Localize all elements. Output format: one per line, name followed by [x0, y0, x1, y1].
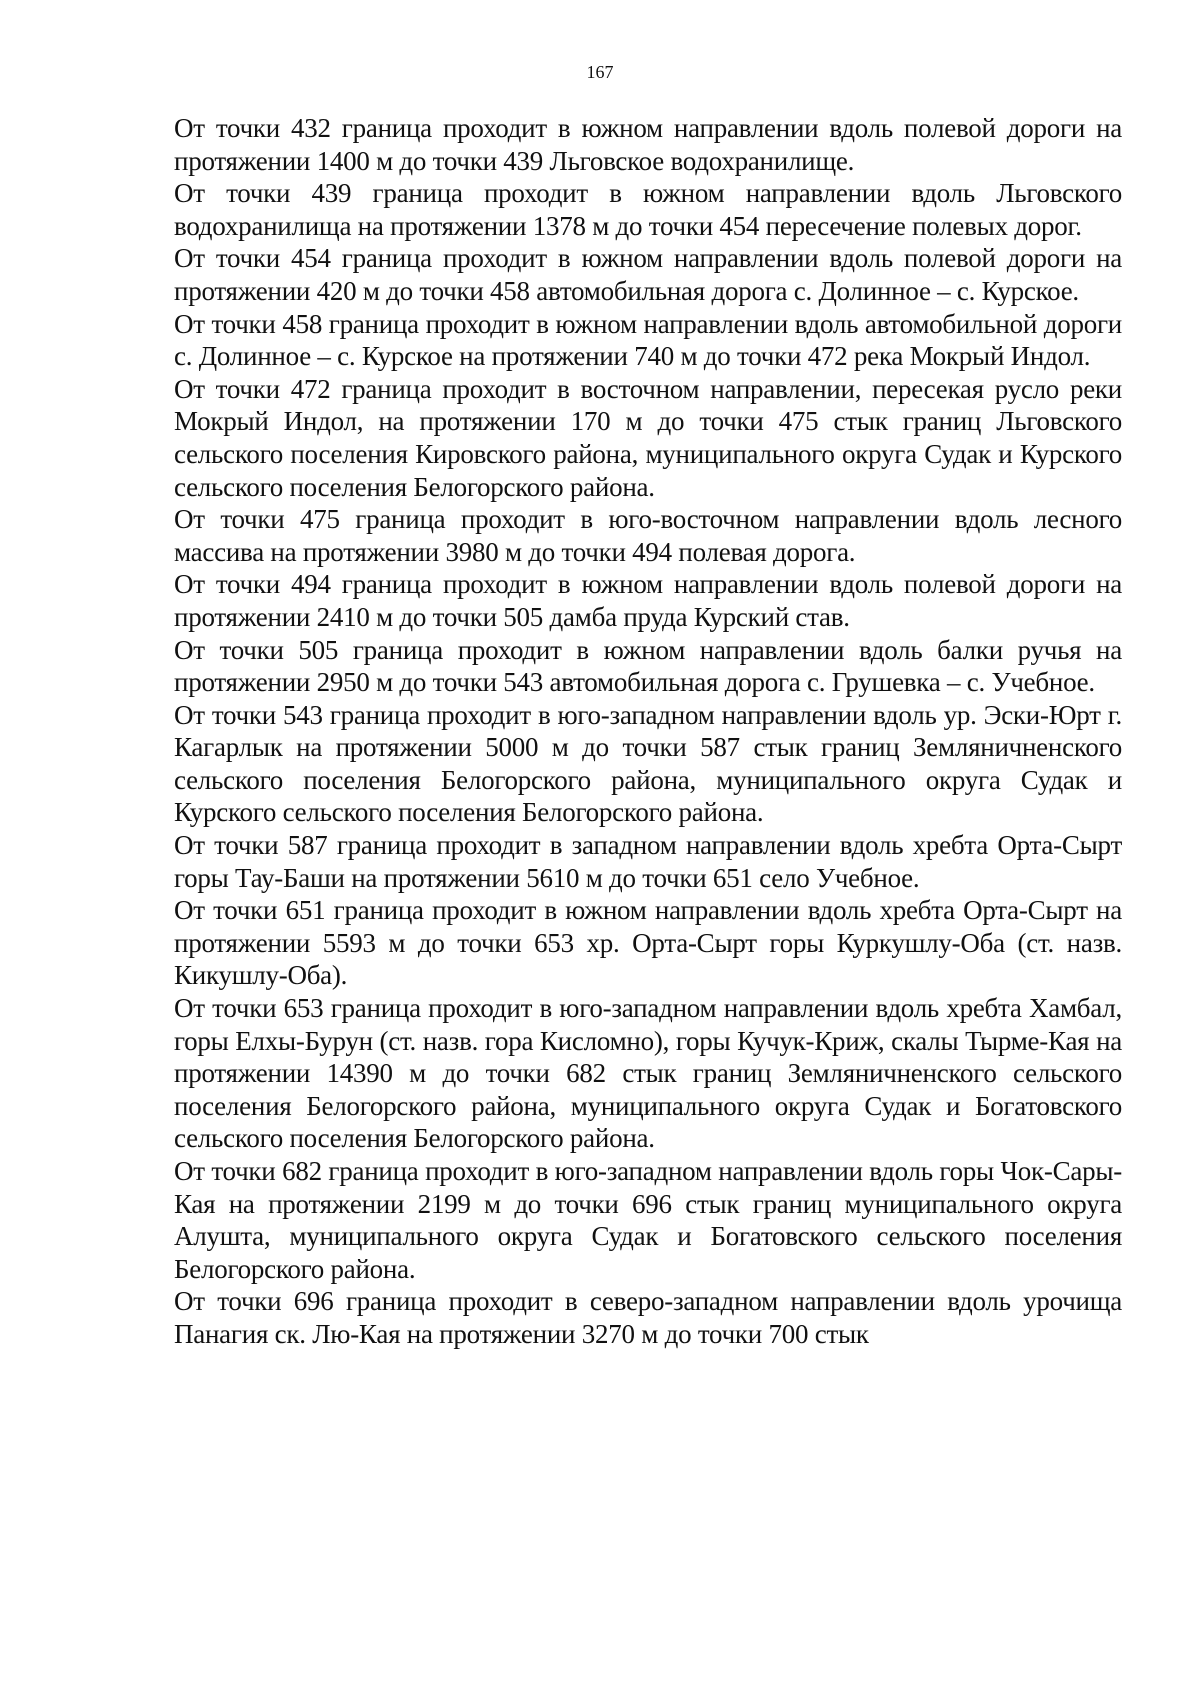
paragraph-7: От точки 494 граница проходит в южном направлении вдоль полевой дороги на протяжении 2410 м до точки 505 дамба пруда Курский став. — [174, 569, 1122, 632]
paragraph-5: От точки 472 граница проходит в восточном направлении, пересекая русло реки Мокрый Индол, на протяжении 170 м до точки 475 стык границ Льговского сельского поселения Кировского района, муниципального округа Судак и Курского сельского поселения Белогорского района. — [174, 373, 1122, 502]
paragraph-4: От точки 458 граница проходит в южном направлении вдоль автомобильной дороги с. Долинное – с. Курское на протяжении 740 м до точки 472 река Мокрый Индол. — [174, 308, 1122, 372]
paragraph-14: От точки 696 граница проходит в северо-западном направлении вдоль урочища Панагия ск. Лю-Кая на протяжении 3270 м до точки 700 стык — [174, 1286, 1122, 1349]
paragraph-11: От точки 651 граница проходит в южном направлении вдоль хребта Орта-Сырт на протяжении 5593 м до точки 653 хр. Орта-Сырт горы Куркушлу-Оба (ст. назв. Кикушлу-Оба). — [174, 895, 1122, 991]
paragraph-12: От точки 653 граница проходит в юго-западном направлении вдоль хребта Хамбал, горы Елхы-Бурун (ст. назв. гора Кисломно), горы Кучук-Криж, скалы Тырме-Кая на протяжении 14390 м до точки 682 стык границ Земляничненского сельского поселения Белогорского района, муниципального округа Судак и Богатовского сельского поселения Белогорского района. — [174, 993, 1122, 1154]
paragraph-13: От точки 682 граница проходит в юго-западном направлении вдоль горы Чок-Сары-Кая на протяжении 2199 м до точки 696 стык границ муниципального округа Алушта, муниципального округа Судак и Богатовского сельского поселения Белогорского района. — [174, 1156, 1122, 1284]
page-number: 167 — [586, 62, 614, 82]
paragraph-2: От точки 439 граница проходит в южном направлении вдоль Льговского водохранилища на протяжении 1378 м до точки 454 пересечение полевых дорог. — [174, 178, 1122, 241]
document-body — [174, 112, 1122, 1351]
paragraph-8: От точки 505 граница проходит в южном направлении вдоль балки ручья на протяжении 2950 м до точки 543 автомобильная дорога с. Грушевка – с. Учебное. — [174, 634, 1122, 698]
paragraph-9: От точки 543 граница проходит в юго-западном направлении вдоль ур. Эски-Юрт г. Кагарлык на протяжении 5000 м до точки 587 стык границ Земляничненского сельского поселения Белогорского района, муниципального округа Судак и Курского сельского поселения Белогорского района. — [174, 699, 1122, 828]
paragraph-10: От точки 587 граница проходит в западном направлении вдоль хребта Орта-Сырт горы Тау-Баши на протяжении 5610 м до точки 651 село Учебное. — [174, 830, 1122, 893]
paragraph-6: От точки 475 граница проходит в юго-восточном направлении вдоль лесного массива на протяжении 3980 м до точки 494 полевая дорога. — [174, 504, 1122, 567]
paragraph-3: От точки 454 граница проходит в южном направлении вдоль полевой дороги на протяжении 420 м до точки 458 автомобильная дорога с. Долинное – с. Курское. — [174, 243, 1122, 306]
paragraph-1: От точки 432 граница проходит в южном направлении вдоль полевой дороги на протяжении 1400 м до точки 439 Льговское водохранилище. — [174, 113, 1122, 176]
